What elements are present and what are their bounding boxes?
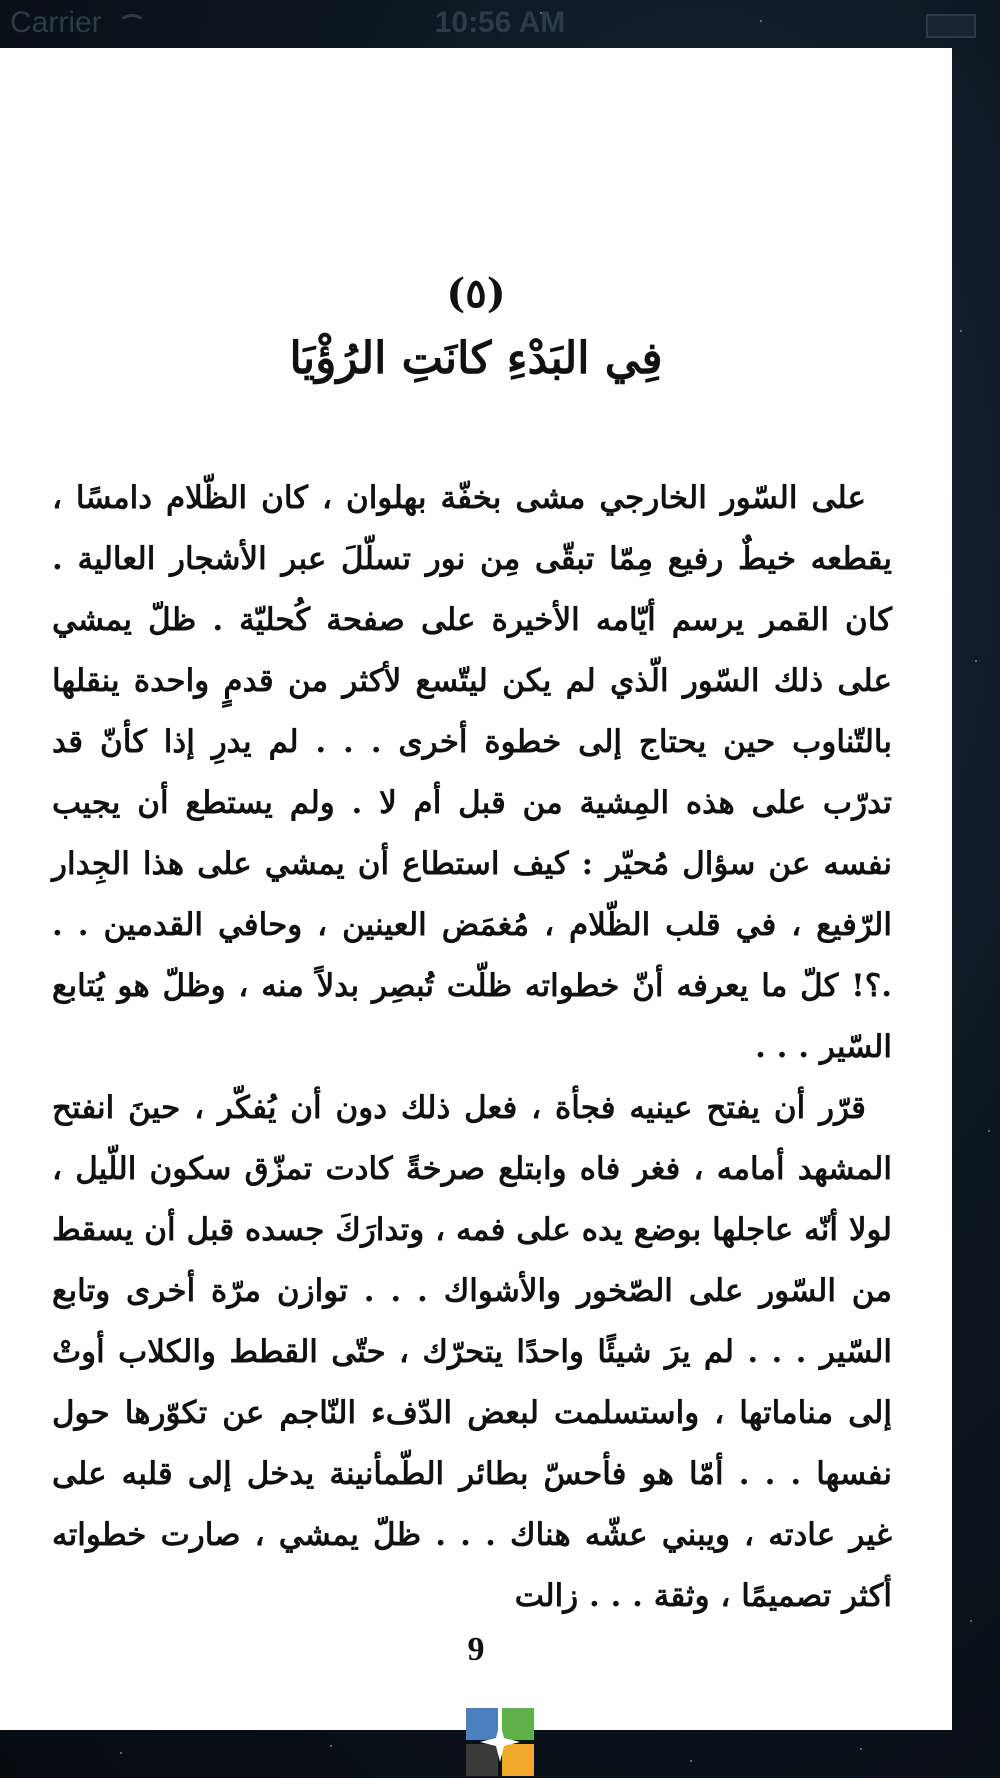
paragraph: على السّور الخارجي مشى بخفّة بهلوان ، كان الظّلام دامسًا ، يقطعه خيطٌ رفيع مِمّا تبقّى مِن نور تسلّلَ عبر الأشجار العالية . كان القمر يرسم أيّامه الأخيرة على صفحة كُحليّة . ظلّ يمشي على ذلك السّور الّذي لم يكن ليتّسع لأكثر من قدمٍ واحدة ينقلها بالتّناوب حين يحتاج إلى خطوة أخرى . . . لم يدرِ إذا كأنّ قد تدرّب على هذه المِشية من قبل أم لا . ولم يستطع أن يجيب نفسه عن سؤال مُحيّر : كيف استطاع أن يمشي على هذا الجِدار الرّفيع ، في قلب الظّلام ، مُغمَض العينين ، وحافي القدمين . . .؟! كلّ ما يعرفه أنّ خطواته ظلّت تُبصِر بدلاً منه ، وظلّ هو يُتابع السّير . . . [52,480,892,1065]
page-body-text [52,468,892,1627]
wifi-icon [118,14,146,35]
book-page[interactable] [0,48,952,1730]
carrier-label [10,6,146,40]
logo-star-icon [480,1722,520,1762]
app-logo-icon[interactable] [466,1708,534,1776]
carrier-text: Carrier [10,6,102,39]
status-bar [0,0,1000,48]
battery-icon [926,14,976,38]
paragraph: قرّر أن يفتح عينيه فجأة ، فعل ذلك دون أن يُفكّر ، حينَ انفتح المشهد أمامه ، فغر فاه وابتلع صرخةً كادت تمزّق سكون اللّيل ، لولا أنّه عاجلها بوضع يده على فمه ، وتدارَكَ جسده قبل أن يسقط من السّور على الصّخور والأشواك . . . توازن مرّة أخرى وتابع السّير . . . لم يرَ شيئًا واحدًا يتحرّك ، حتّى القطط والكلاب أوتْ إلى مناماتها ، واستسلمت لبعض الدّفء النّاجم عن تكوّرها حول نفسها . . . أمّا هو فأحسّ بطائر الطّمأنينة يدخل إلى قلبه على غير عادته ، ويبني عشّه هناك . . . ظلّ يمشي ، صارت خطواته أكثر تصميمًا ، وثقة . . . زالت [52,1090,892,1614]
page-number: 9 [467,1631,485,1668]
chapter-title: فِي البَدْءِ كانَتِ الرُؤْيَا [289,333,663,384]
chapter-number: (٥) [446,270,506,317]
status-time: 10:56 AM [434,6,566,39]
